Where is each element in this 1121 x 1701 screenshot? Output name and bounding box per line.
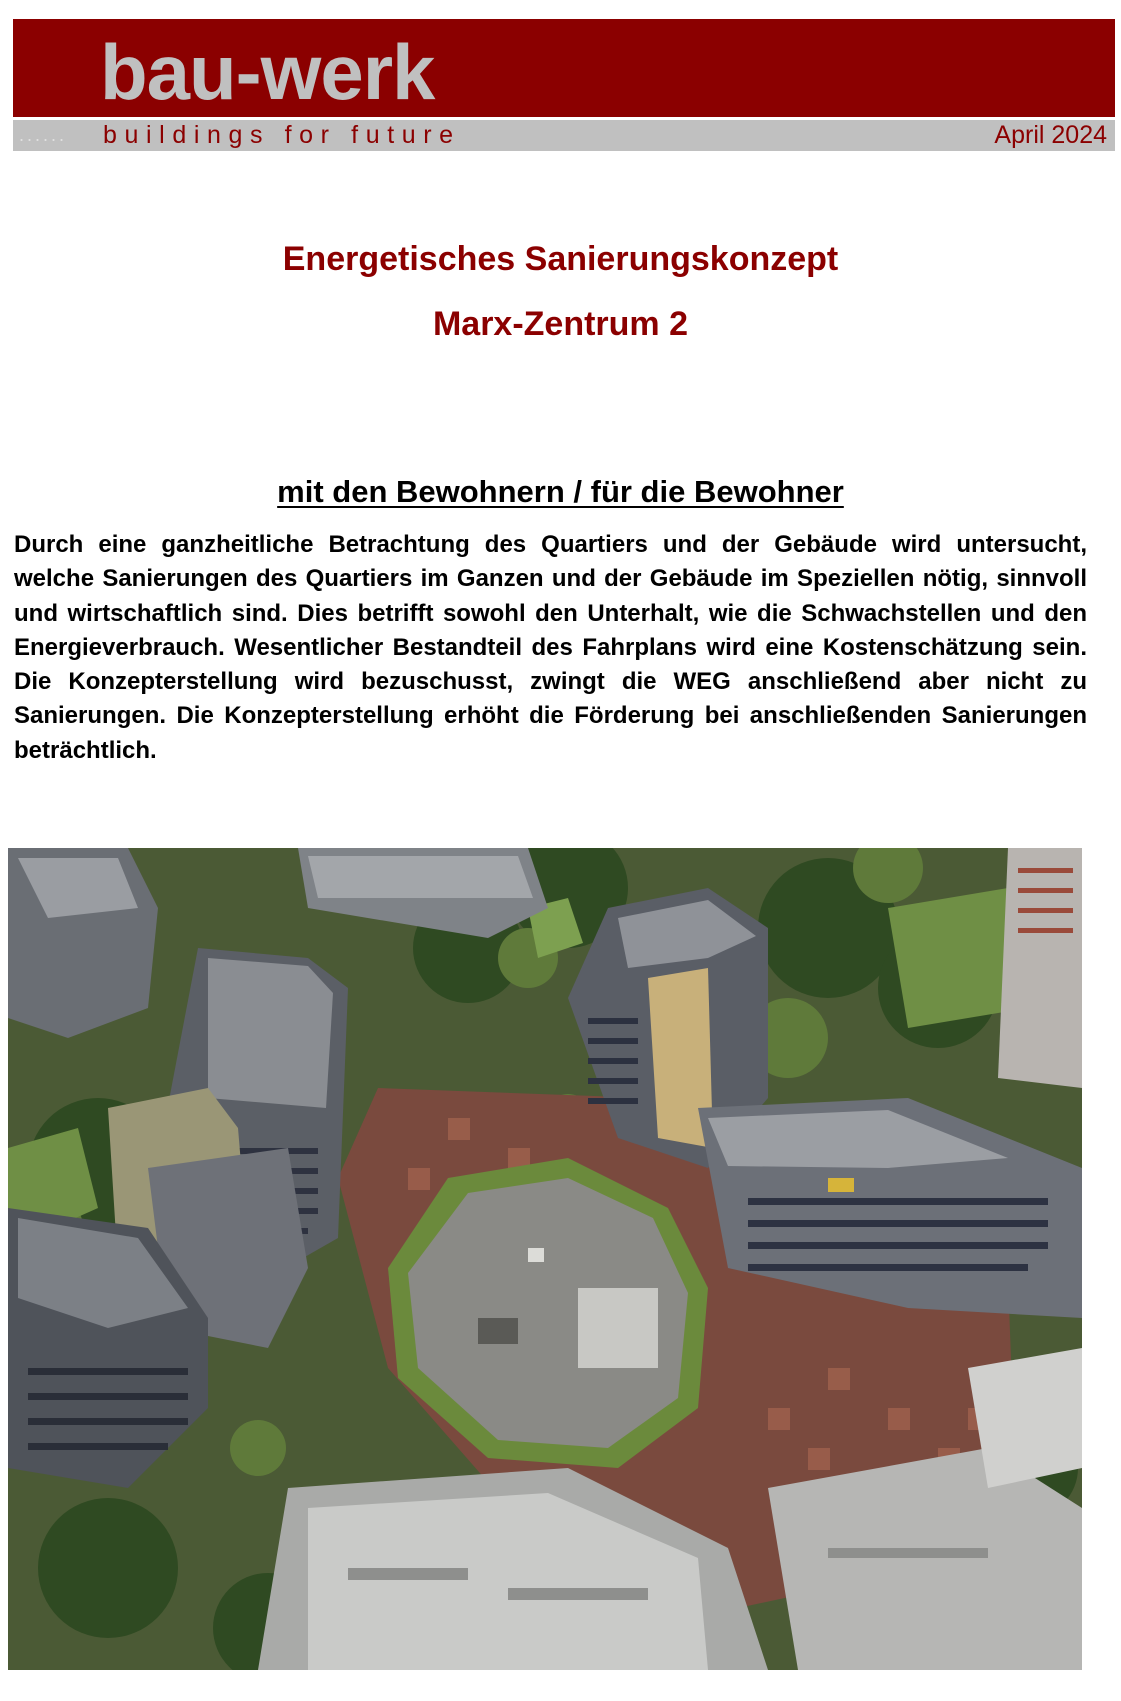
document-title: Energetisches Sanierungskonzept bbox=[282, 240, 839, 278]
section-heading: mit den Bewohnern / für die Bewohner bbox=[277, 474, 844, 509]
aerial-photo bbox=[8, 848, 1082, 1670]
decorative-dots: ...... bbox=[19, 125, 68, 145]
issue-date: April 2024 bbox=[994, 121, 1107, 149]
tagline: buildings for future bbox=[103, 121, 461, 149]
document-subtitle: Marx-Zentrum 2 bbox=[432, 305, 689, 343]
brand-logo-text: bau-werk bbox=[100, 28, 435, 116]
aerial-photo-illustration bbox=[8, 848, 1082, 1670]
body-paragraph: Durch eine ganzheitliche Betrachtung des Quartiers und der Gebäude wird untersucht, welche Sanierungen des Quartiers im Ganzen und der Gebäude im Speziellen nötig, sinnvoll und wirtschaftlich sind. Dies betrifft sowohl den Unterhalt, wie die Schwachstellen und den Energieverbrauch. Wesentlicher Bestandteil des Fahrplans wird eine Kostenschätzung sein. Die Konzepterstellung wird bezuschusst, zwingt die WEG anschließend aber nicht zu Sanierungen. Die Konzepterstellung erhöht die Förderung bei anschließenden Sanierungen beträchtlich. bbox=[14, 531, 1087, 764]
tagline-bar bbox=[13, 120, 1115, 151]
header-banner bbox=[13, 19, 1115, 117]
